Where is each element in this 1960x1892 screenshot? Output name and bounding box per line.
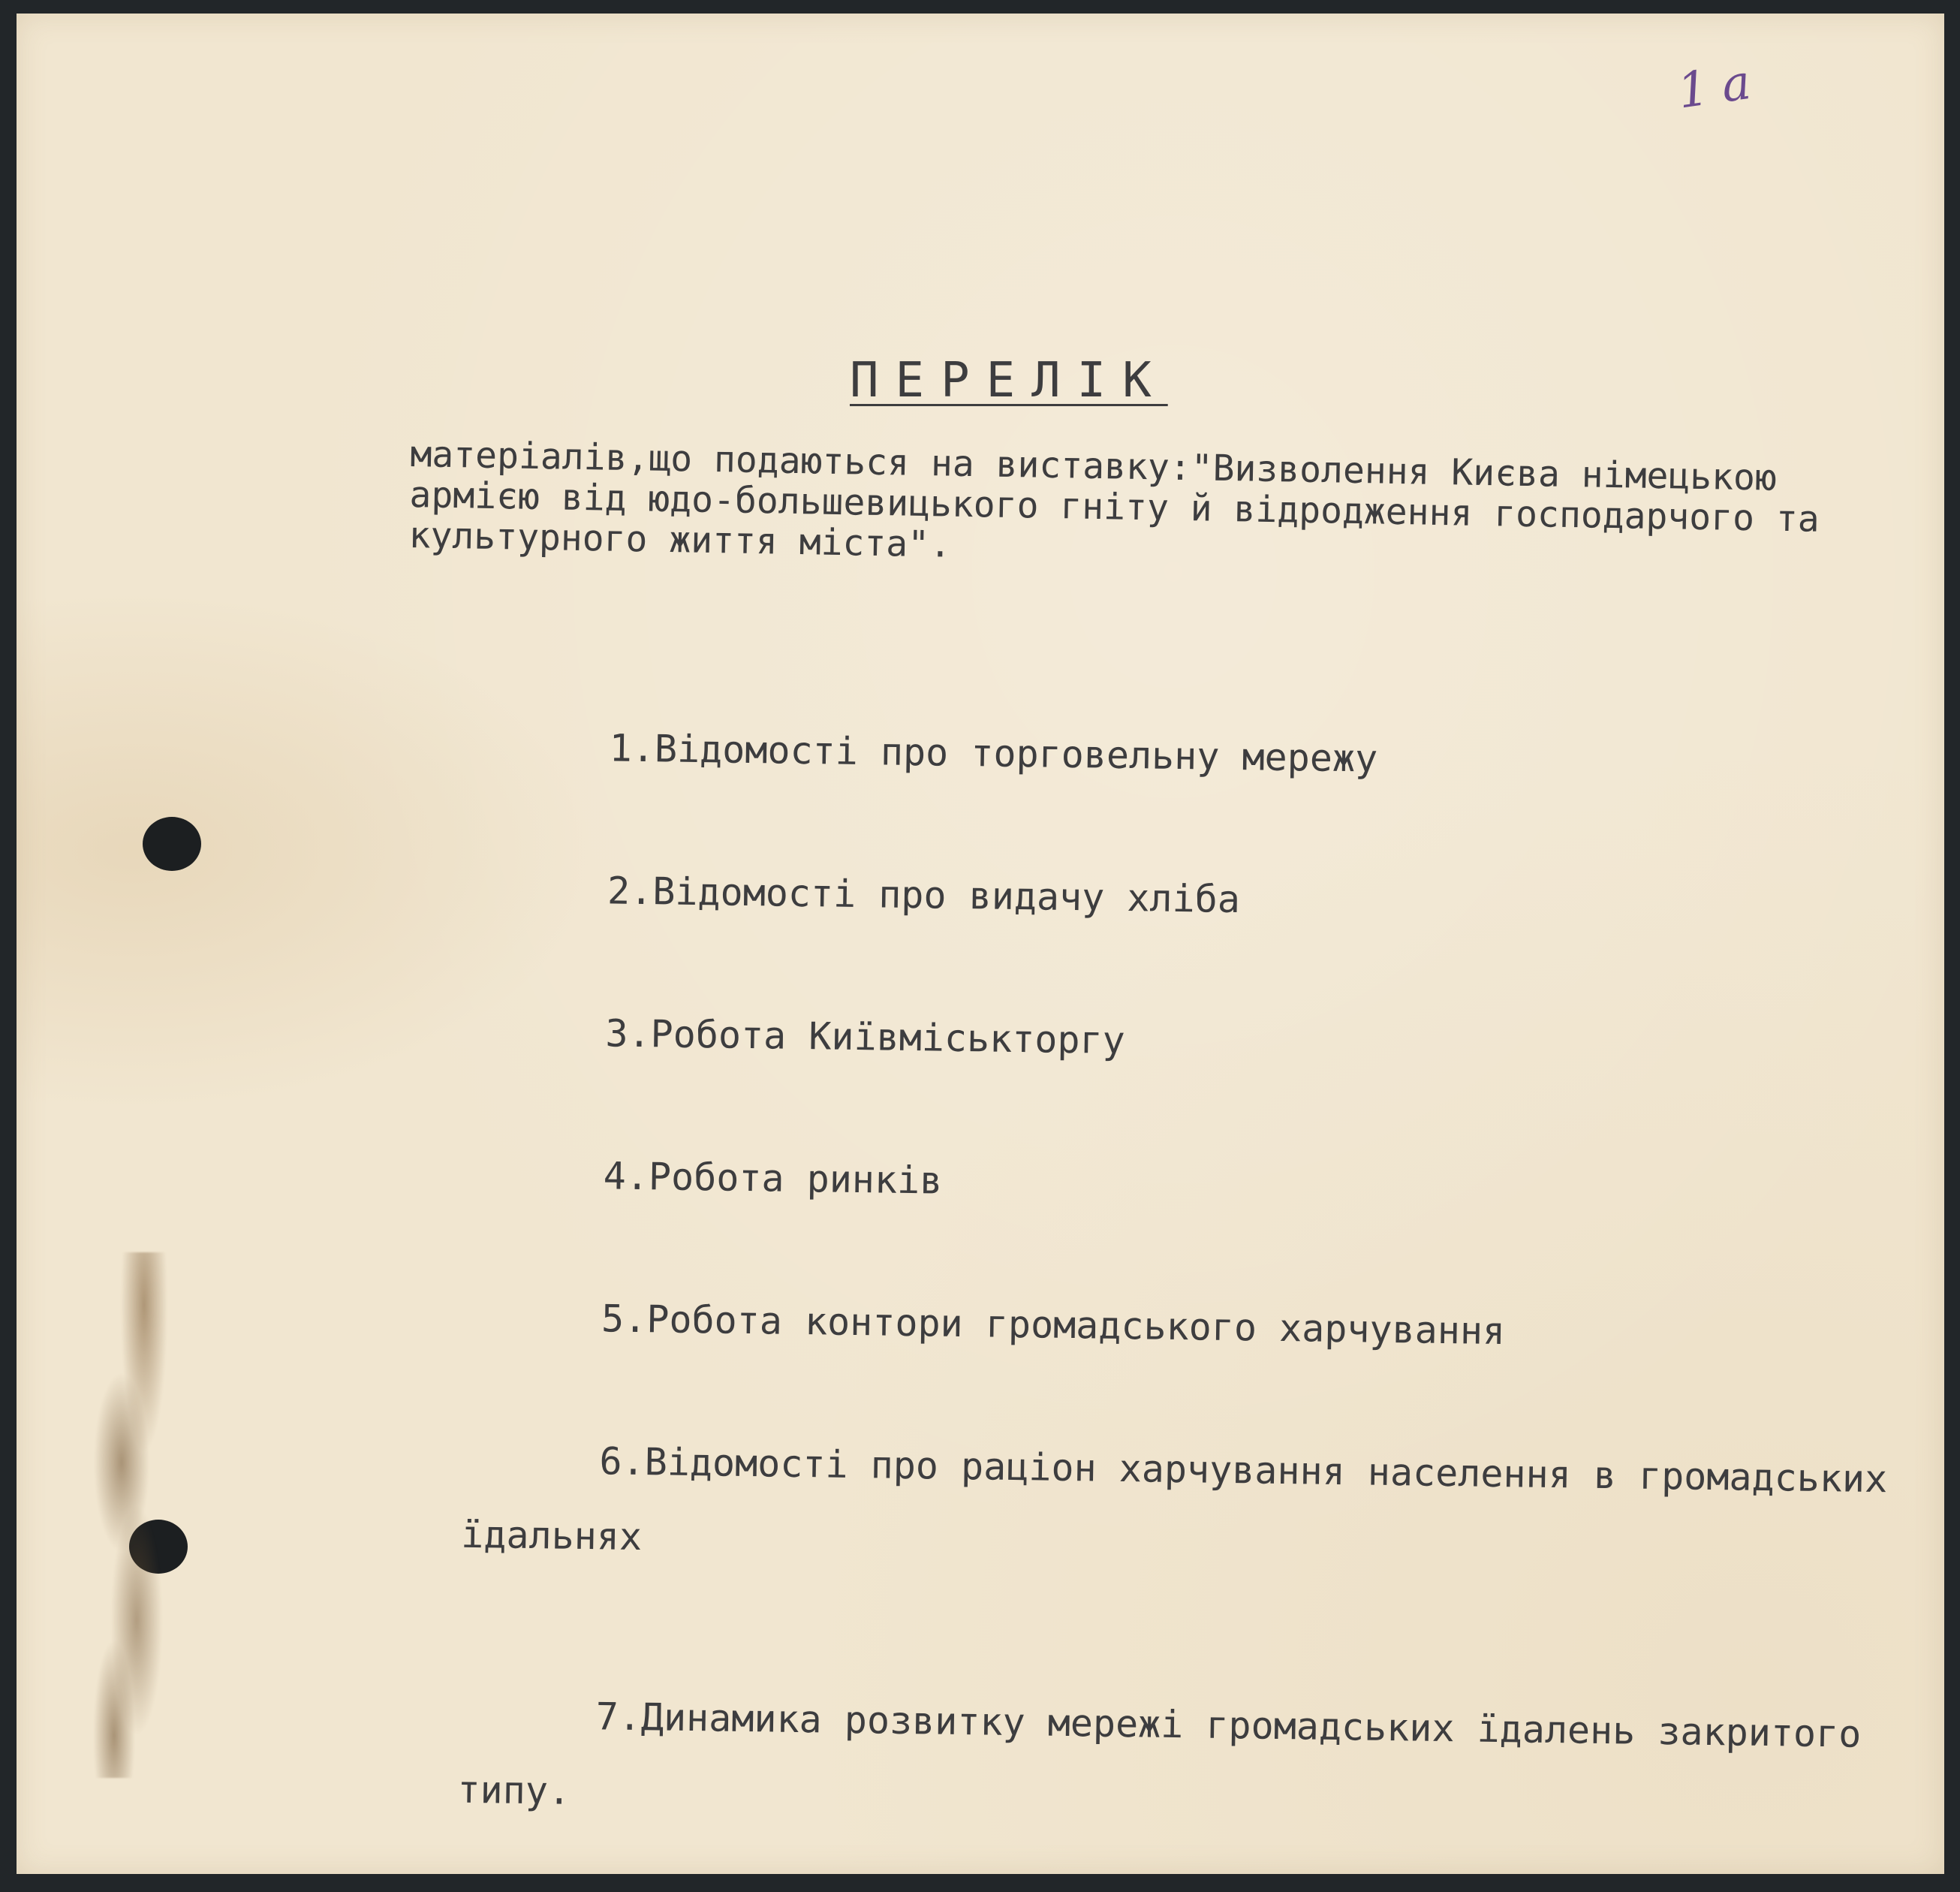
item-text: Відомості про раціон харчування населення в громадських [644, 1440, 1888, 1502]
binding-stain [69, 1252, 219, 1778]
item-text: Робота контори громадського харчування [646, 1297, 1506, 1354]
item-text-continuation: їдальнях [460, 1512, 643, 1559]
item-number: 7. [595, 1695, 642, 1740]
item-text: Динамика розвитку мережі громадських їдалень закритого [640, 1695, 1862, 1756]
document-sheet [17, 14, 1944, 1874]
item-text: Відомості про торговельну мережу [654, 727, 1378, 781]
list-item [413, 1658, 1902, 1892]
item-number: 2. [607, 869, 653, 914]
list-item [426, 832, 1913, 966]
document-subtitle: матеріалів,що подаються на виставку:"Визволення Києва німецькою армією від юдо-большевицького гніту й відродження господарчого та культурного життя міста". [408, 433, 1842, 566]
item-number: 6. [599, 1439, 646, 1484]
list-item [424, 975, 1912, 1108]
list-item [422, 1117, 1910, 1251]
item-number: 1. [609, 726, 655, 771]
item-text: Відомості про видачу хліба [652, 869, 1241, 922]
item-number: 3. [605, 1011, 652, 1056]
punch-hole [143, 817, 201, 871]
item-text: Робота ринків [648, 1155, 943, 1203]
document-title: ПЕРЕЛІК [850, 353, 1168, 408]
item-number: 4. [603, 1154, 649, 1199]
materials-list [413, 689, 1916, 1892]
item-text-continuation: типу. [457, 1767, 571, 1813]
item-text: Робота Київміськторгу [650, 1012, 1126, 1062]
item-number: 5. [601, 1297, 647, 1342]
list-item [417, 1402, 1906, 1649]
list-item [428, 689, 1916, 823]
list-item [420, 1260, 1907, 1393]
handwritten-page-mark: 1a [1674, 53, 1768, 120]
